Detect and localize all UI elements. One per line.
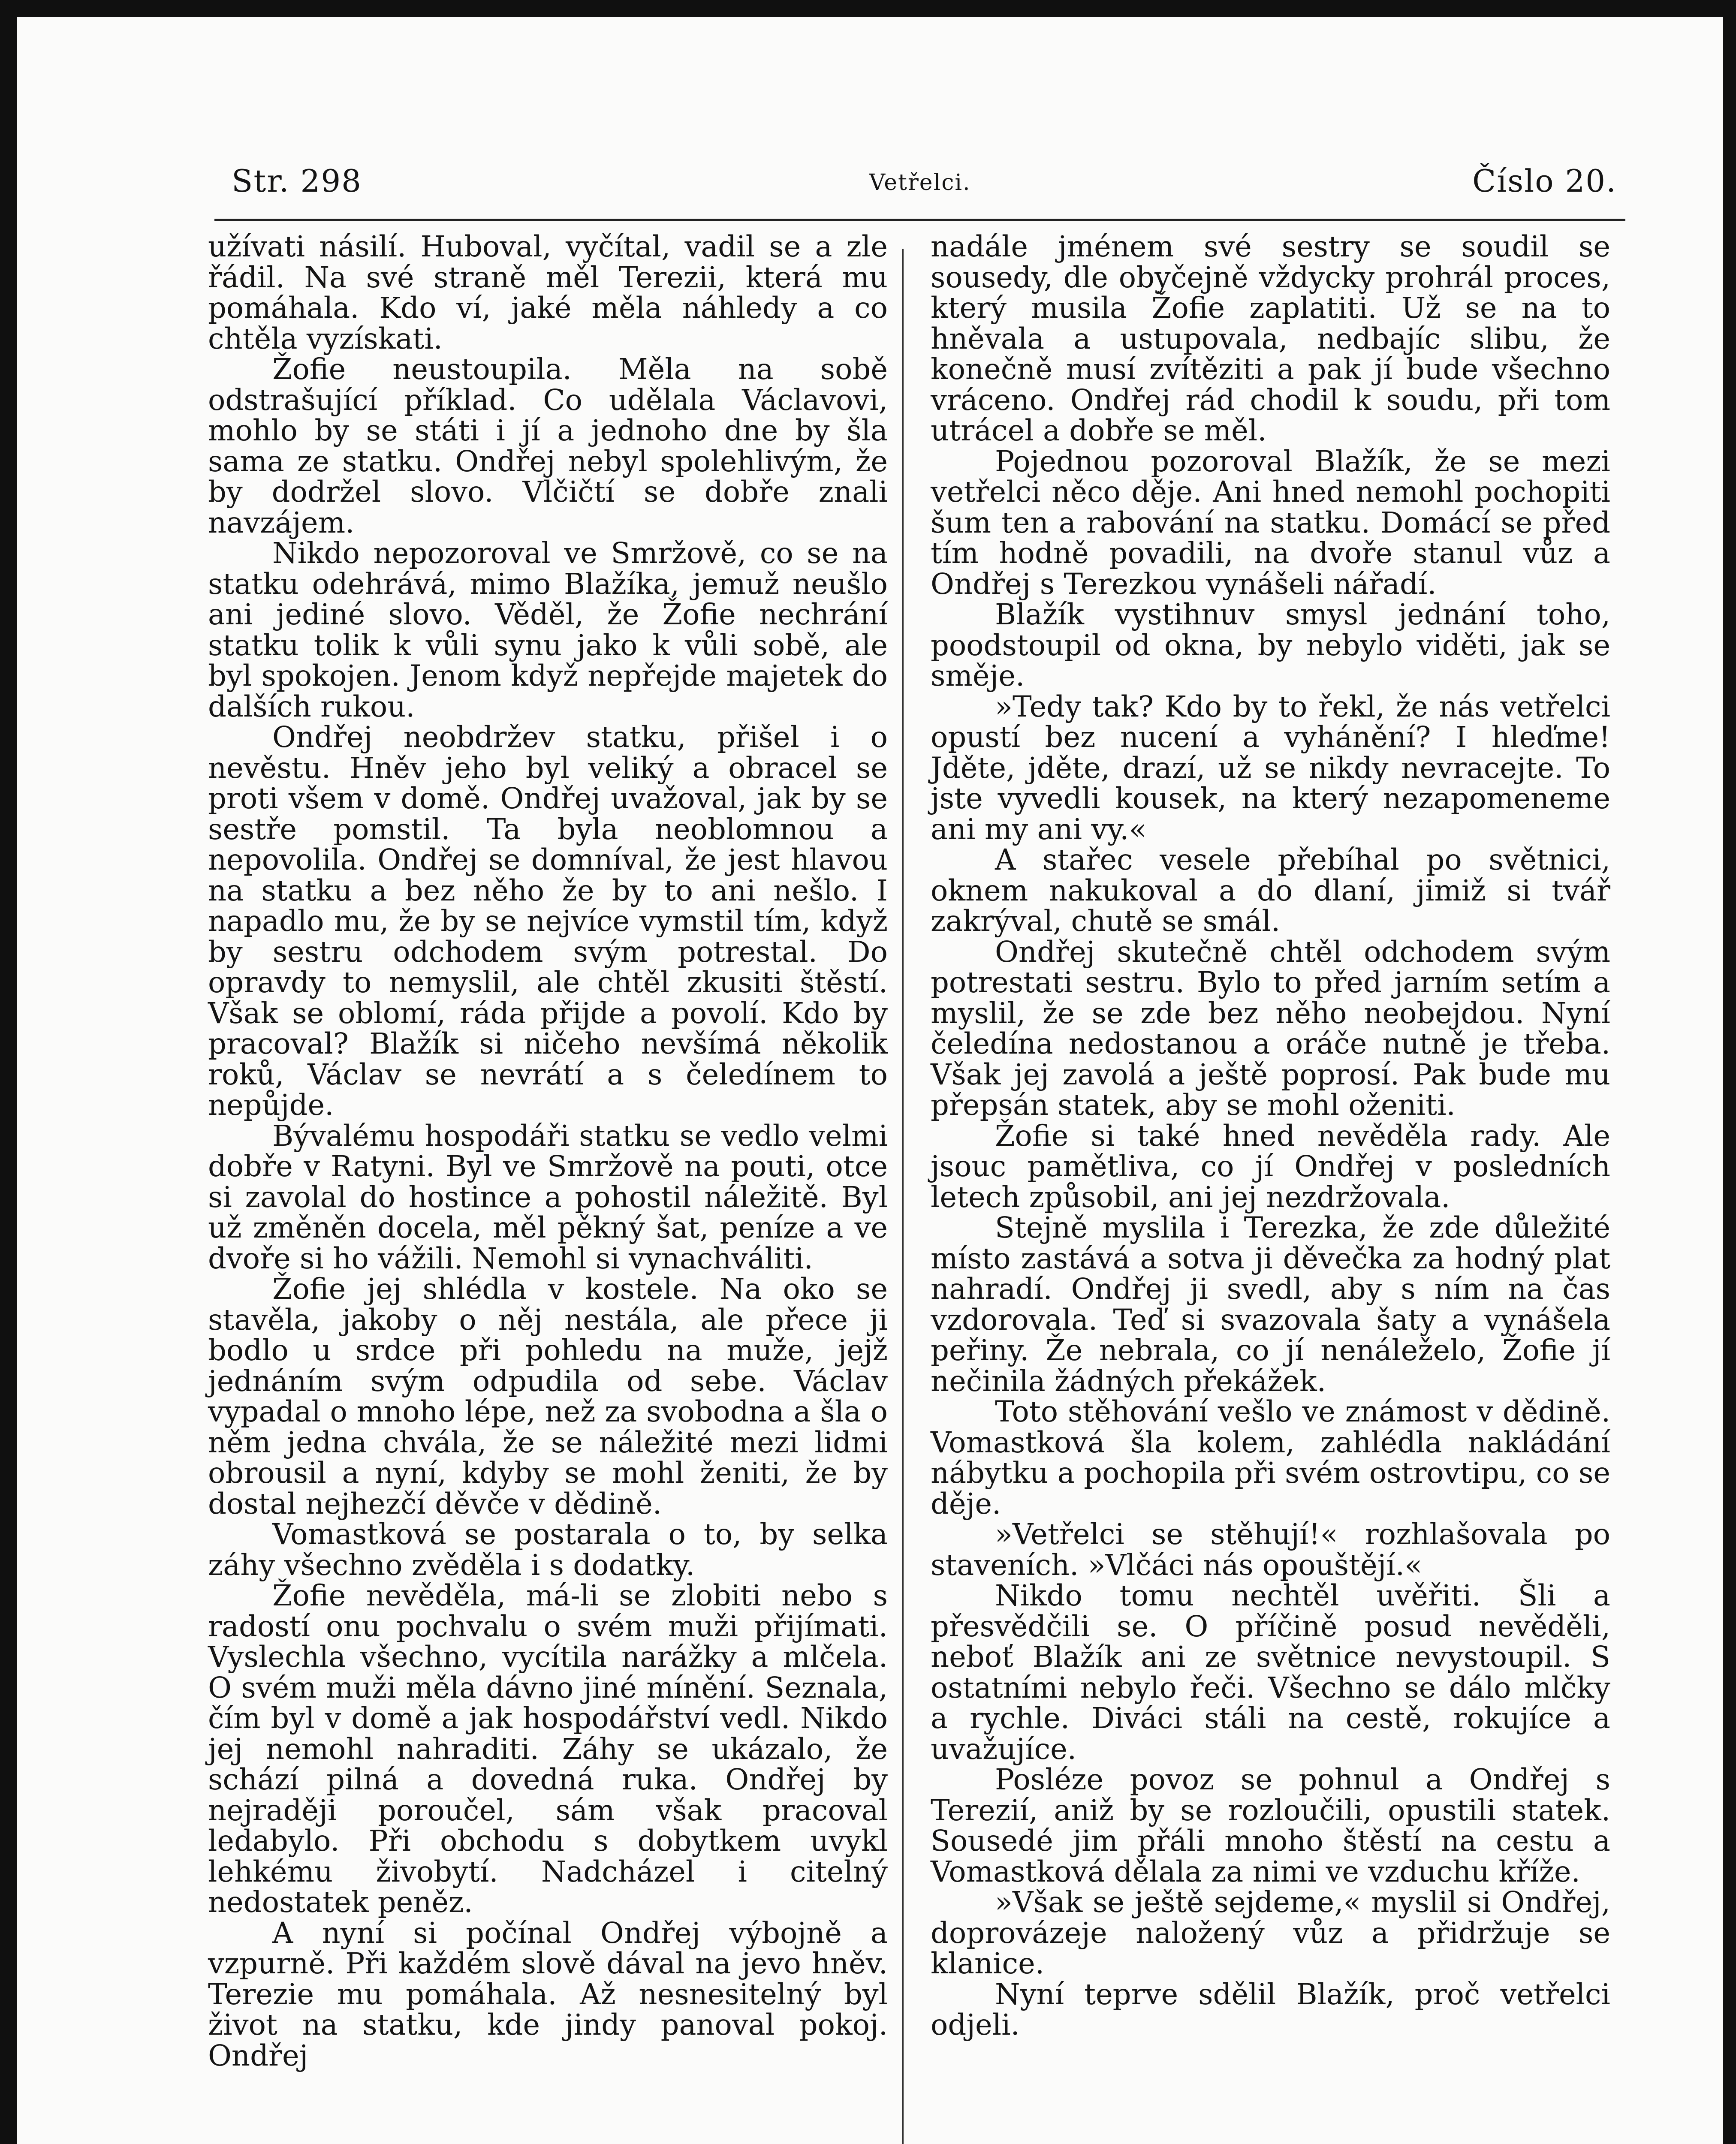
paragraph: »Však se ještě sejdeme,« myslil si Ondřej, doprovázeje naložený vůz a přidržuje se klanice. bbox=[931, 1885, 1610, 1980]
paragraph: Toto stěhování vešlo ve známost v dědině. Vomastková šla kolem, zahlédla nakládání nábytku a pochopila při svém ostrovtipu, co se děje. bbox=[931, 1395, 1610, 1521]
paragraph: Žofie neustoupila. Měla na sobě odstrašující příklad. Co udělala Václavovi, mohlo by se státi i jí a jednoho dne by šla sama ze statku. Ondřej nebyl spolehlivým, že by dodržel slovo. Vlčičtí se dobře znali navzájem. bbox=[208, 352, 888, 539]
paragraph: »Tedy tak? Kdo by to řekl, že nás vetřelci opustí bez nucení a vyhánění? I hleďme! Jděte, jděte, drazí, už se nikdy nevracejte. To jste vyvedli kousek, na který nezapomeneme ani my ani vy.« bbox=[931, 690, 1610, 846]
paragraph: užívati násilí. Huboval, vyčítal, vadil se a zle řádil. Na své straně měl Terezii, která mu pomáhala. Kdo ví, jaké měla náhledy a co chtěla vyzískati. bbox=[208, 230, 888, 355]
paragraph: Ondřej neobdržev statku, přišel i o nevěstu. Hněv jeho byl veliký a obracel se proti všem v domě. Ondřej uvažoval, jak by se sestře pomstil. Ta byla neoblomnou a nepovolila. Ondřej se domníval, že jest hlavou na statku a bez něho že by to ani nešlo. I napadlo mu, že by se nejvíce vymstil tím, když by sestru odchodem svým potrestal. Do opravdy to nemyslil, ale chtěl zkusiti štěstí. Však se oblomí, ráda přijde a povolí. Kdo by pracoval? Blažík si ničeho nevšímá několik roků, Václav se nevrátí a s čeledínem to nepůjde. bbox=[208, 720, 888, 1122]
paragraph: Bývalému hospodáři statku se vedlo velmi dobře v Ratyni. Byl ve Smržově na pouti, otce si zavolal do hostince a pohostil náležitě. Byl už změněn docela, měl pěkný šat, peníze a ve dvoře si ho vážili. Nemohl si vynachváliti. bbox=[208, 1119, 888, 1275]
paragraph: Nikdo tomu nechtěl uvěřiti. Šli a přesvědčili se. O příčině posud nevěděli, neboť Blažík ani ze světnice nevystoupil. S ostatními nebylo řeči. Všechno se dálo mlčky a rychle. Diváci stáli na cestě, rokujíce a uvažujíce. bbox=[931, 1579, 1610, 1766]
paragraph: Žofie jej shlédla v kostele. Na oko se stavěla, jakoby o něj nestála, ale přece ji bodlo u srdce při pohledu na muže, jejž jednáním svým odpudila od sebe. Václav vypadal o mnoho lépe, než za svobodna a šla o něm jedna chvála, že se náležité mezi lidmi obrousil a nyní, kdyby se mohl ženiti, že by dostal nejhezčí děvče v dědině. bbox=[208, 1272, 888, 1521]
paragraph: nadále jménem své sestry se soudil se sousedy, dle obyčejně vždycky prohrál proces, který musila Žofie zaplatiti. Už se na to hněvala a ustupovala, nedbajíc slibu, že konečně musí zvítěziti a pak jí bude všechno vráceno. Ondřej rád chodil k soudu, při tom utrácel a dobře se měl. bbox=[931, 230, 1610, 447]
paragraph: Stejně myslila i Terezka, že zde důležité místo zastává a sotva ji děvečka za hodný plat nahradí. Ondřej ji svedl, aby s ním na čas vzdorovala. Teď si svazovala šaty a vynášela peřiny. Že nebrala, co jí nenáleželo, Žofie jí nečinila žádných překážek. bbox=[931, 1211, 1610, 1398]
issue-number: Číslo 20. bbox=[1472, 163, 1617, 199]
paragraph: A nyní si počínal Ondřej výbojně a vzpurně. Při každém slově dával na jevo hněv. Terezie mu pomáhala. Až nesnesitelný byl život na statku, kde jindy panoval pokoj. Ondřej bbox=[208, 1916, 888, 2072]
page-number: Str. 298 bbox=[232, 163, 362, 199]
paragraph: Blažík vystihnuv smysl jednání toho, poodstoupil od okna, by nebylo viděti, jak se směje. bbox=[931, 598, 1610, 693]
right-column bbox=[931, 232, 1610, 2041]
paragraph: Posléze povoz se pohnul a Ondřej s Terezií, aniž by se rozloučili, opustili statek. Sousedé jim přáli mnoho štěstí na cestu a Vomastková dělala za nimi ve vzduchu kříže. bbox=[931, 1763, 1610, 1888]
paragraph: Pojednou pozoroval Blažík, že se mezi vetřelci něco děje. Ani hned nemohl pochopiti šum ten a rabování na statku. Domácí se před tím hodně povadili, na dvoře stanul vůz a Ondřej s Terezkou vynášeli nářadí. bbox=[931, 444, 1610, 601]
paragraph: Ondřej skutečně chtěl odchodem svým potrestati sestru. Bylo to před jarním setím a myslil, že se zde bez něho neobejdou. Nyní čeledína nedostanou a oráče nutně je třeba. Však jej zavolá a ještě poprosí. Pak bude mu přepsán statek, aby se mohl oženiti. bbox=[931, 935, 1610, 1122]
paragraph: Žofie nevěděla, má-li se zlobiti nebo s radostí onu pochvalu o svém muži přijímati. Vyslechla všechno, vycítila narážky a mlčela. O svém muži měla dávno jiné mínění. Seznala, čím byl v domě a jak hospodářství vedl. Nikdo jej nemohl nahraditi. Záhy se ukázalo, že schází pilná a dovedná ruka. Ondřej by nejraději poroučel, sám však pracoval ledabylo. Při obchodu s dobytkem uvykl lehkému živobytí. Nadcházel i citelný nedostatek peněz. bbox=[208, 1579, 888, 1919]
paragraph: Nikdo nepozoroval ve Smržově, co se na statku odehrává, mimo Blažíka, jemuž neušlo ani jediné slovo. Věděl, že Žofie nechrání statku tolik k vůli synu jako k vůli sobě, ale byl spokojen. Jenom když nepřejde majetek do dalších rukou. bbox=[208, 536, 888, 723]
paragraph: A stařec vesele přebíhal po světnici, oknem nakukoval a do dlaní, jimiž si tvář zakrýval, chutě se smál. bbox=[931, 843, 1610, 938]
page-header bbox=[214, 154, 1625, 219]
running-title: Vetřelci. bbox=[869, 170, 971, 196]
page bbox=[17, 17, 1723, 2144]
paragraph: »Vetřelci se stěhují!« rozhlašovala po staveních. »Vlčáci nás opouštějí.« bbox=[931, 1518, 1610, 1582]
header-rule bbox=[214, 219, 1625, 221]
column-divider bbox=[902, 249, 904, 2144]
paragraph: Vomastková se postarala o to, by selka záhy všechno zvěděla i s dodatky. bbox=[208, 1518, 888, 1582]
paragraph: Nyní teprve sdělil Blažík, proč vetřelci odjeli. bbox=[931, 1977, 1610, 2042]
paragraph: Žofie si také hned nevěděla rady. Ale jsouc pamětliva, co jí Ondřej v posledních letech způsobil, ani jej nezdržovala. bbox=[931, 1119, 1610, 1214]
left-column bbox=[208, 232, 888, 2071]
